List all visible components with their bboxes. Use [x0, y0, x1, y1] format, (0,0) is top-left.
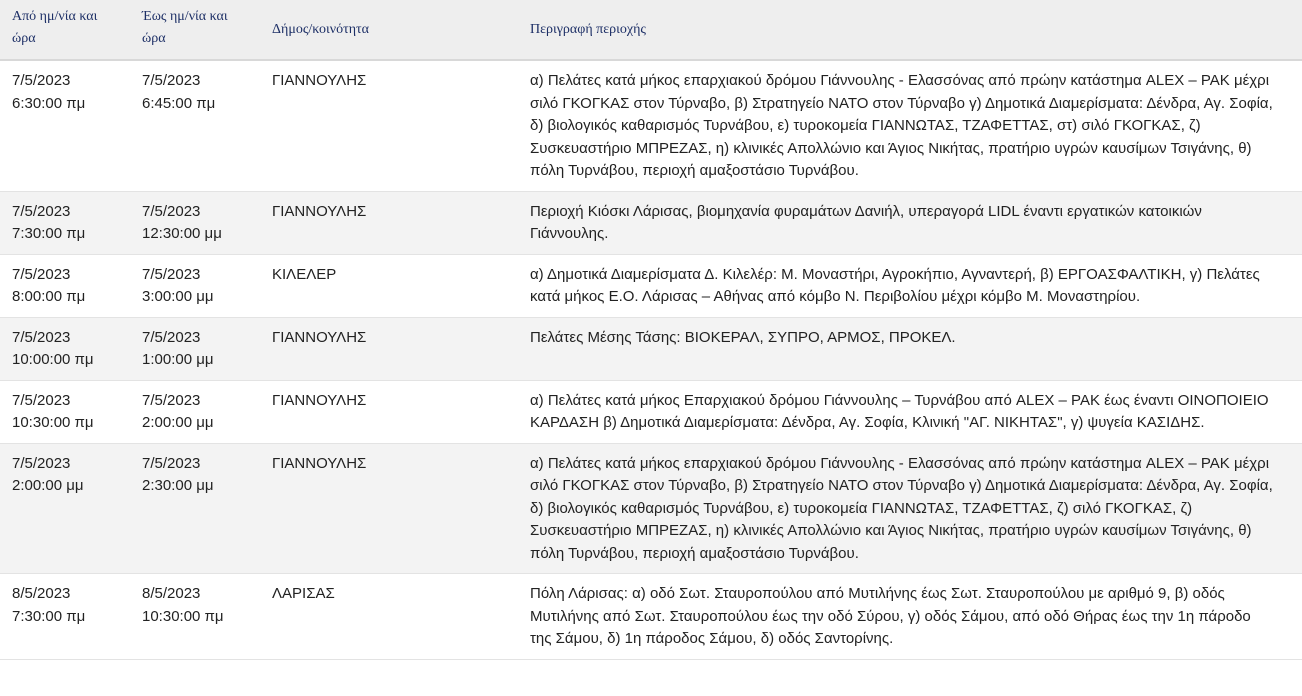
to-date: 7/5/2023: [142, 202, 201, 220]
to-date: 8/5/2023: [142, 585, 201, 602]
to-time: 1:00:00 μμ: [142, 351, 214, 368]
header-row: [0, 0, 1302, 60]
description-cell: α) Πελάτες κατά μήκος επαρχιακού δρόμου Γιάννουλης - Ελασσόνας από πρώην κατάστημα ALEX – PAK μέχρι σιλό ΓΚΟΓΚΑΣ στον Τύρναβο, β) Στρατηγείο ΝΑΤΟ στον Τύρναβο γ) Δημοτικά Διαμερίσματα: Δένδρα, Αγ. Σοφία, δ) βιολογικός καθαρισμός Τυρνάβου, ε) τυροκομεία ΓΙΑΝΝΩΤΑΣ, ΤΖΑΦΕΤΤΑΣ, στ) σιλό ΓΚΟΓΚΑΣ, ζ) Συσκευαστήριο ΜΠΡΕΖΑΣ, η) κλινικές Απολλώνιο και Άγιος Νικήτας, πρατήριο υγρών καυσίμων Τσιγάνης, θ) πόλη Τυρνάβου, περιοχή αμαξοστάσιο Τυρνάβου.: [518, 60, 1302, 191]
from-date: 7/5/2023: [12, 202, 71, 220]
table-row: [0, 317, 1302, 380]
municipality-cell: ΓΙΑΝΝΟΥΛΗΣ: [260, 380, 518, 443]
description-cell: α) Πελάτες κατά μήκος επαρχιακού δρόμου Γιάννουλης - Ελασσόνας από πρώην κατάστημα ALEX – PAK μέχρι σιλό ΓΚΟΓΚΑΣ στον Τύρναβο, β) Στρατηγείο ΝΑΤΟ στον Τύρναβο γ) Δημοτικά Διαμερίσματα: Δένδρα, Αγ. Σοφία, δ) βιολογικός καθαρισμός Τυρνάβου, ε) τυροκομεία ΓΙΑΝΝΩΤΑΣ, ΤΖΑΦΕΤΤΑΣ, ζ) σιλό ΓΚΟΓΚΑΣ, ζ) Συσκευαστήριο ΜΠΡΕΖΑΣ, η) κλινικές Απολλώνιο και Άγιος Νικήτας, πρατήριο υγρών καυσίμων Τσιγάνης, θ) πόλη Τυρνάβου, περιοχή αμαξοστάσιο Τυρνάβου.: [518, 443, 1302, 574]
to-date: 7/5/2023: [142, 391, 201, 409]
municipality-cell: ΓΙΑΝΝΟΥΛΗΣ: [260, 443, 518, 574]
table-row: [0, 191, 1302, 254]
to-time: 6:45:00 πμ: [142, 94, 216, 112]
municipality-cell: ΓΙΑΝΝΟΥΛΗΣ: [260, 191, 518, 254]
to-cell: [130, 317, 260, 380]
description-cell: α) Πελάτες κατά μήκος Επαρχιακού δρόμου Γιάννουλης – Τυρνάβου από ALEX – PAK έως έναντι ΟΙΝΟΠΟΙΕΙΟ ΚΑΡΔΑΣΗ β) Δημοτικά Διαμερίσματα: Δένδρα, Αγ. Σοφία, Κλινική "ΑΓ. ΝΙΚΗΤΑΣ", γ) ψυγεία ΚΑΣΙΔΗΣ.: [518, 380, 1302, 443]
to-date: 7/5/2023: [142, 265, 201, 283]
description-cell: Περιοχή Κιόσκι Λάρισας, βιομηχανία φυραμάτων Δανιήλ, υπεραγορά LIDL έναντι εργατικών κατοικιών Γιάννουλης.: [518, 191, 1302, 254]
from-date: 8/5/2023: [12, 585, 71, 602]
from-cell: [0, 191, 130, 254]
to-cell: [130, 443, 260, 574]
from-time: 7:30:00 πμ: [12, 225, 86, 242]
from-time: 8:00:00 πμ: [12, 288, 86, 305]
to-date: 7/5/2023: [142, 328, 201, 346]
from-time: 10:00:00 πμ: [12, 351, 94, 368]
from-cell: [0, 317, 130, 380]
table-row: [0, 380, 1302, 443]
from-cell: [0, 60, 130, 191]
to-cell: [130, 191, 260, 254]
table-row: [0, 60, 1302, 191]
municipality-cell: ΓΙΑΝΝΟΥΛΗΣ: [260, 60, 518, 191]
from-date: 7/5/2023: [12, 391, 71, 409]
table-header: [0, 0, 1302, 60]
to-time: 3:00:00 μμ: [142, 288, 214, 305]
header-description: Περιγραφή περιοχής: [530, 21, 646, 37]
from-date: 7/5/2023: [12, 265, 71, 283]
from-time: 6:30:00 πμ: [12, 94, 86, 112]
from-time: 10:30:00 πμ: [12, 414, 94, 431]
description-cell: Πόλη Λάρισας: α) οδό Σωτ. Σταυροπούλου από Μυτιλήνης έως Σωτ. Σταυροπούλου με αριθμό 9, β) οδός Μυτιλήνης από Σωτ. Σταυροπούλου έως την οδό Σύρου, γ) οδός Σάμου, από οδό Θήρας έως την 1η πάροδο της Σάμου, δ) 1η πάροδος Σάμου, δ) οδός Σαντορίνης.: [518, 574, 1302, 660]
from-date: 7/5/2023: [12, 454, 71, 472]
to-time: 10:30:00 πμ: [142, 607, 224, 625]
header-from: Από ημ/νία και ώρα: [12, 9, 98, 46]
description-cell: α) Δημοτικά Διαμερίσματα Δ. Κιλελέρ: Μ. Μοναστήρι, Αγροκήπιο, Αγναντερή, β) ΕΡΓΟΑΣΦΑΛΤΙΚΗ, γ) Πελάτες κατά μήκος Ε.Ο. Λάρισας – Αθήνας από κόμβο Ν. Περιβολίου μέχρι κόμβο Μ. Μοναστηρίου.: [518, 254, 1302, 317]
table-row: [0, 574, 1302, 660]
to-cell: [130, 380, 260, 443]
to-cell: [130, 574, 260, 660]
from-cell: [0, 380, 130, 443]
to-date: 7/5/2023: [142, 454, 201, 472]
from-date: 7/5/2023: [12, 328, 71, 346]
from-cell: [0, 574, 130, 660]
to-cell: [130, 60, 260, 191]
municipality-cell: ΛΑΡΙΣΑΣ: [260, 574, 518, 660]
table-body: [0, 60, 1302, 659]
from-cell: [0, 443, 130, 574]
to-time: 12:30:00 μμ: [142, 225, 222, 242]
to-date: 7/5/2023: [142, 72, 201, 89]
header-municipality: Δήμος/κοινότητα: [272, 21, 370, 37]
table-row: [0, 254, 1302, 317]
header-to: Έως ημ/νία και ώρα: [142, 9, 228, 46]
to-time: 2:30:00 μμ: [142, 477, 214, 494]
from-time: 2:00:00 μμ: [12, 477, 84, 494]
to-cell: [130, 254, 260, 317]
description-cell: Πελάτες Μέσης Τάσης: ΒΙΟΚΕΡΑΛ, ΣΥΠΡΟ, ΑΡΜΟΣ, ΠΡΟΚΕΛ.: [518, 317, 1302, 380]
municipality-cell: ΓΙΑΝΝΟΥΛΗΣ: [260, 317, 518, 380]
municipality-cell: ΚΙΛΕΛΕΡ: [260, 254, 518, 317]
from-date: 7/5/2023: [12, 72, 71, 89]
to-time: 2:00:00 μμ: [142, 414, 214, 431]
table-row: [0, 443, 1302, 574]
from-cell: [0, 254, 130, 317]
from-time: 7:30:00 πμ: [12, 607, 86, 625]
